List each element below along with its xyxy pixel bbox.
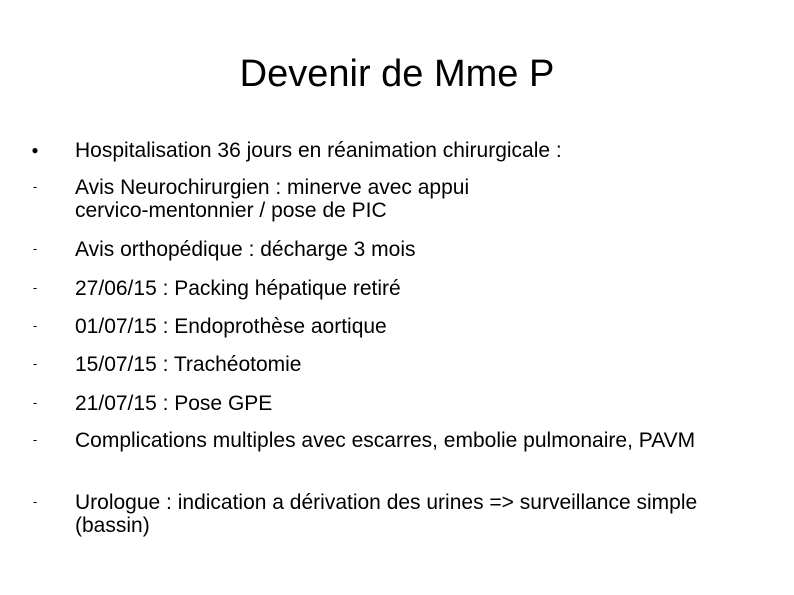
- dash-marker: -: [32, 494, 38, 509]
- dash-marker: -: [32, 318, 38, 333]
- dash-marker: -: [32, 179, 38, 194]
- slide-title: Devenir de Mme P: [239, 53, 555, 95]
- list-item-text: 27/06/15 : Packing hépatique retiré: [75, 277, 401, 300]
- list-item-text: Complications multiples avec escarres, embolie pulmonaire, PAVM: [75, 429, 696, 452]
- dash-marker: -: [32, 395, 38, 410]
- list-item-text: 15/07/15 : Trachéotomie: [75, 353, 302, 376]
- list-item-text: Avis orthopédique : décharge 3 mois: [75, 238, 416, 261]
- dash-marker: -: [32, 241, 38, 256]
- dash-marker: -: [32, 280, 38, 295]
- list-item-text: 01/07/15 : Endoprothèse aortique: [75, 315, 387, 338]
- dash-marker: -: [32, 432, 38, 447]
- dash-marker: -: [32, 356, 38, 371]
- list-item-text: Hospitalisation 36 jours en réanimation chirurgicale :: [75, 139, 562, 162]
- list-item-text: Urologue : indication a dérivation des urines => surveillance simple (bassin): [75, 491, 698, 537]
- list-item-text: Avis Neurochirurgien : minerve avec appui cervico-mentonnier / pose de PIC: [75, 176, 470, 222]
- list-item-text: 21/07/15 : Pose GPE: [75, 392, 273, 415]
- bullet-marker: ●: [31, 143, 39, 157]
